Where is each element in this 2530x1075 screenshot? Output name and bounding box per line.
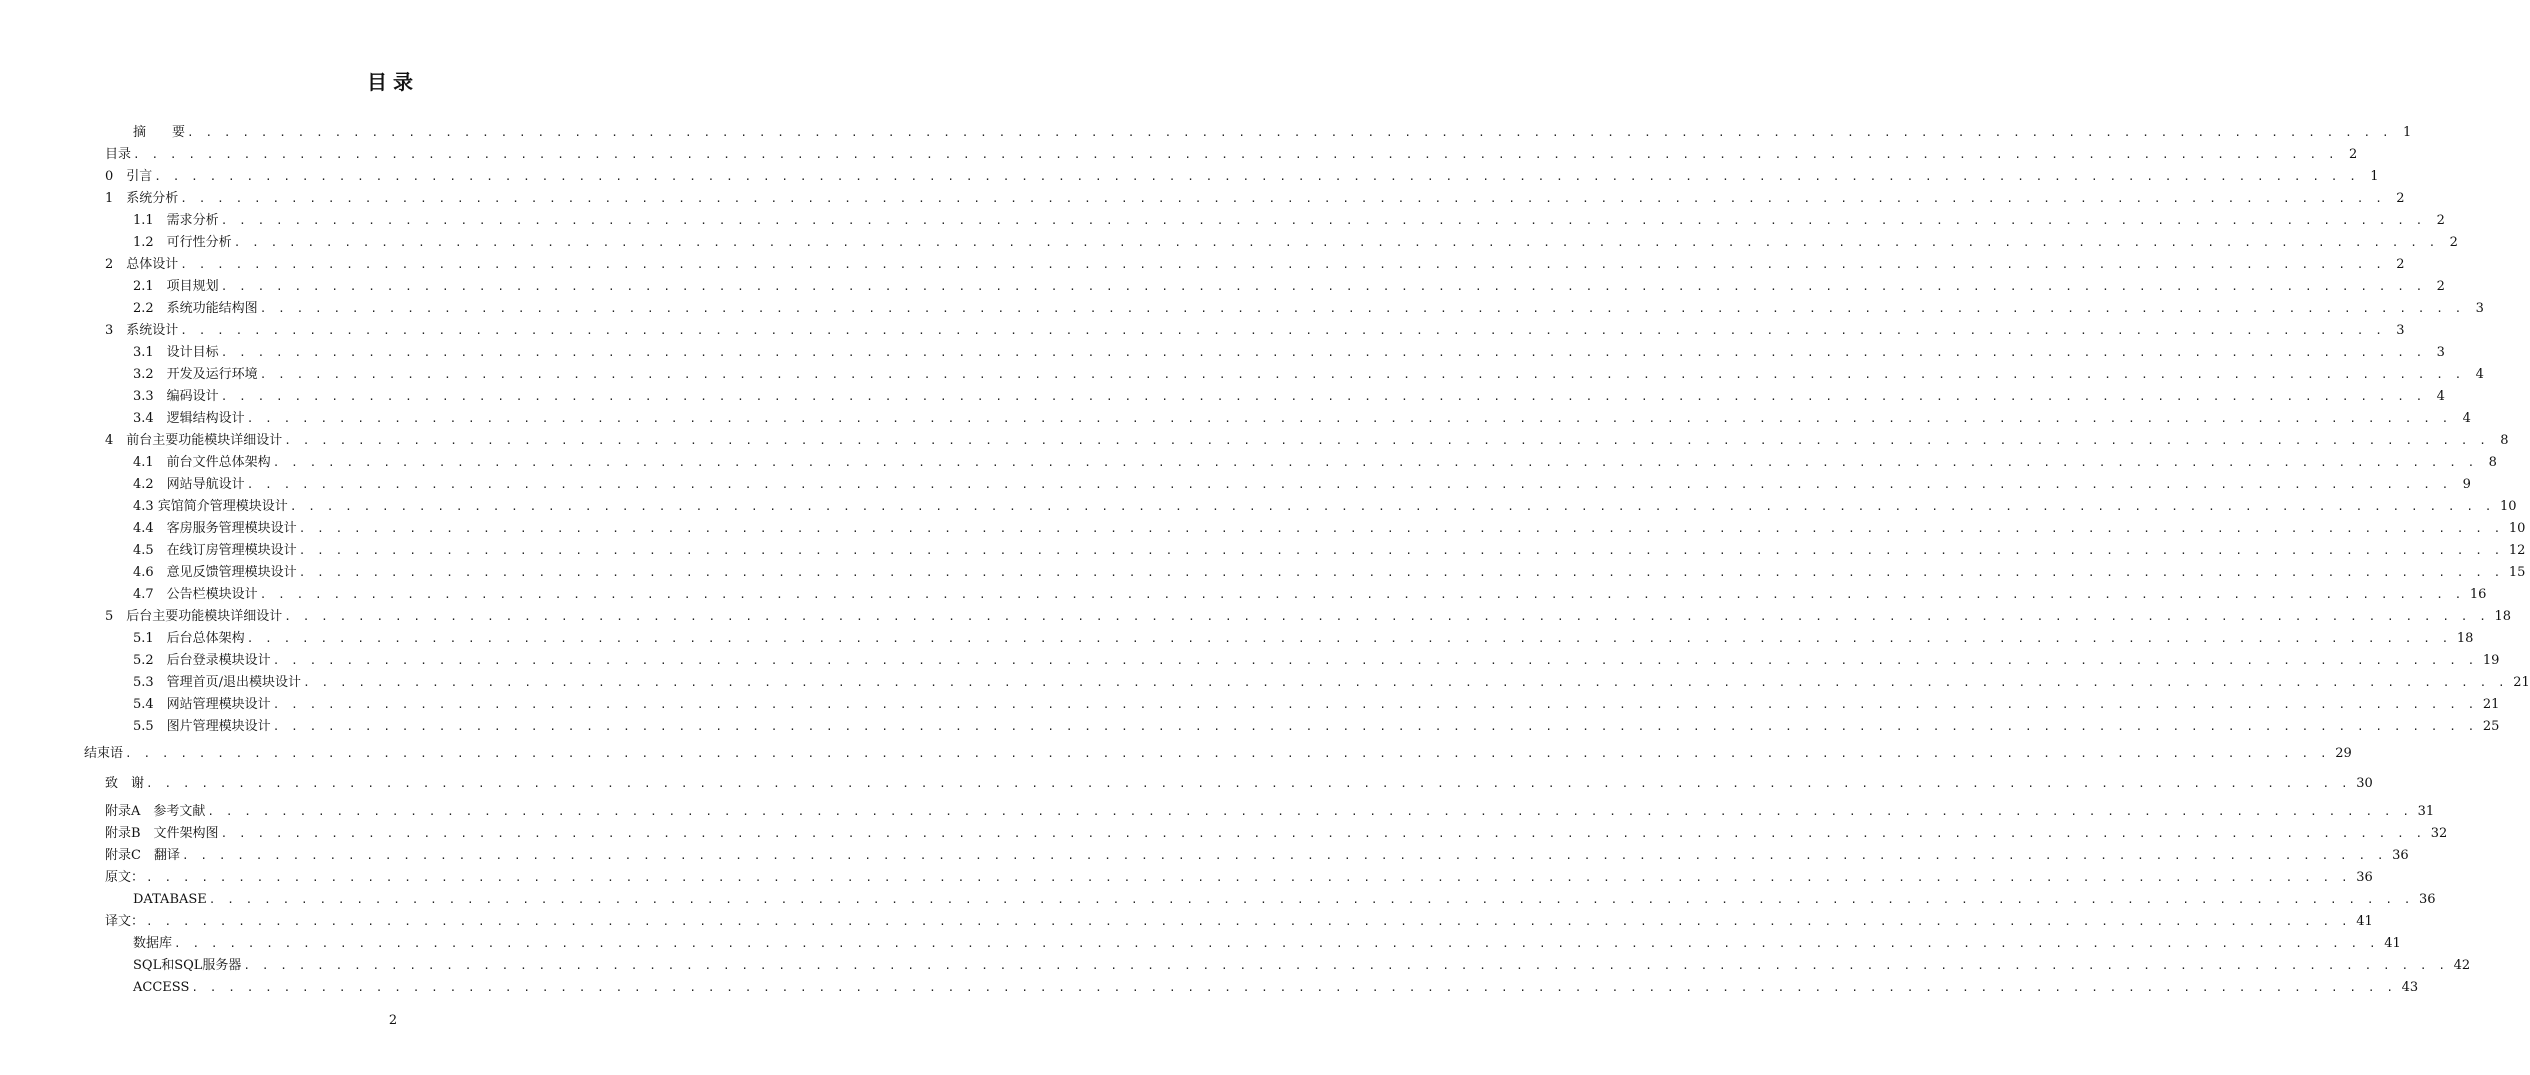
toc-entry-page: 29 xyxy=(2335,746,2352,761)
toc-leader-dots: . . . . . . . . . . . . . . . . . . . . . . . . . . . . . . . . . . . . . . . . . . . . . . . . . . . . . . . . . . . . . . . . . . . . . . . . . . . . . . . . . . . . . . . . . . . . . . . . . . . . . . . . . . . . . . . . . . . . . . . . xyxy=(246,412,2451,425)
toc-entry-label: 1.1 需求分析 xyxy=(133,213,219,228)
toc-entry[interactable] xyxy=(133,343,2445,363)
toc-entry[interactable] xyxy=(105,868,2373,888)
toc-entry[interactable] xyxy=(105,321,2405,341)
toc-leader-dots: . . . . . . . . . . . . . . . . . . . . . . . . . . . . . . . . . . . . . . . . . . . . . . . . . . . . . . . . . . . . . . . . . . . . . . . . . . . . . . . . . . . . . . . . . . . . . . . . . . . . . . . . . . . . . . . . . . . . . . . . xyxy=(259,588,2464,601)
toc-entry-label: 4.3 宾馆简介管理模块设计 xyxy=(133,499,288,514)
toc-entry-label: 4.4 客房服务管理模块设计 xyxy=(133,521,297,536)
toc-leader-dots: . . . . . . . . . . . . . . . . . . . . . . . . . . . . . . . . . . . . . . . . . . . . . . . . . . . . . . . . . . . . . . . . . . . . . . . . . . . . . . . . . . . . . . . . . . . . . . . . . . . . . . . . . . . . . . . . . . . . . . . . xyxy=(133,148,2338,161)
toc-entry[interactable] xyxy=(133,497,2517,517)
toc-entry[interactable] xyxy=(105,189,2405,209)
toc-leader-dots: . . . . . . . . . . . . . . . . . . . . . . . . . . . . . . . . . . . . . . . . . . . . . . . . . . . . . . . . . . . . . . . . . . . . . . . . . . . . . . . . . . . . . . . . . . . . . . . . . . . . . . . . . . . . . . . . . . . . . . . . xyxy=(298,566,2503,579)
toc-entry-label: 3 系统设计 xyxy=(105,323,179,338)
toc-leader-dots: . . . . . . . . . . . . . . . . . . . . . . . . . . . . . . . . . . . . . . . . . . . . . . . . . . . . . . . . . . . . . . . . . . . . . . . . . . . . . . . . . . . . . . . . . . . . . . . . . . . . . . . . . . . . . . . . . . . . . . . . xyxy=(220,214,2425,227)
toc-leader-dots: . . . . . . . . . . . . . . . . . . . . . . . . . . . . . . . . . . . . . . . . . . . . . . . . . . . . . . . . . . . . . . . . . . . . . . . . . . . . . . . . . . . . . . . . . . . . . . . . . . . . . . . . . . . . . . . . . . . . . . . . xyxy=(181,849,2387,862)
toc-entry[interactable] xyxy=(105,255,2405,275)
toc-entry-page: 32 xyxy=(2430,826,2448,841)
toc-leader-dots: . . . . . . . . . . . . . . . . . . . . . . . . . . . . . . . . . . . . . . . . . . . . . . . . . . . . . . . . . . . . . . . . . . . . . . . . . . . . . . . . . . . . . . . . . . . . . . . . . . . . . . . . . . . . . . . . . . . . . . . . xyxy=(146,871,2351,884)
toc-entry[interactable] xyxy=(133,453,2497,473)
toc-entry-label: 3.2 开发及运行环境 xyxy=(133,367,258,382)
toc-entry[interactable] xyxy=(133,956,2471,976)
toc-entry[interactable] xyxy=(133,585,2487,605)
toc-leader-dots: . . . . . . . . . . . . . . . . . . . . . . . . . . . . . . . . . . . . . . . . . . . . . . . . . . . . . . . . . . . . . . . . . . . . . . . . . . . . . . . . . . . . . . . . . . . . . . . . . . . . . . . . . . . . . . . . . . . . . . . . xyxy=(191,981,2396,994)
toc-leader-dots: . . . . . . . . . . . . . . . . . . . . . . . . . . . . . . . . . . . . . . . . . . . . . . . . . . . . . . . . . . . . . . . . . . . . . . . . . . . . . . . . . . . . . . . . . . . . . . . . . . . . . . . . . . . . . . . . . . . . . . . . xyxy=(187,126,2392,139)
toc-entry[interactable] xyxy=(133,563,2526,583)
toc-entry-page: 41 xyxy=(2356,914,2373,929)
toc-entry[interactable] xyxy=(133,651,2500,671)
toc-entry-label: 致 谢 xyxy=(105,776,145,791)
toc-entry[interactable] xyxy=(133,673,2530,693)
toc-entry-label: 5.1 后台总体架构 xyxy=(133,631,245,646)
toc-entry[interactable] xyxy=(105,846,2409,866)
toc-leader-dots: . . . . . . . . . . . . . . . . . . . . . . . . . . . . . . . . . . . . . . . . . . . . . . . . . . . . . . . . . . . . . . . . . . . . . . . . . . . . . . . . . . . . . . . . . . . . . . . . . . . . . . . . . . . . . . . . . . . . . . . . xyxy=(272,698,2477,711)
toc-leader-dots: . . . . . . . . . . . . . . . . . . . . . . . . . . . . . . . . . . . . . . . . . . . . . . . . . . . . . . . . . . . . . . . . . . . . . . . . . . . . . . . . . . . . . . . . . . . . . . . . . . . . . . . . . . . . . . . . . . . . . . . . xyxy=(146,777,2351,790)
toc-entry-label: 1.2 可行性分析 xyxy=(133,235,232,250)
toc-entry[interactable] xyxy=(133,233,2458,253)
toc-entry-label: 3.1 设计目标 xyxy=(133,345,219,360)
toc-entry-page: 4 xyxy=(2475,367,2484,382)
toc-entry-label: SQL和SQL服务器 xyxy=(133,958,242,973)
toc-entry-label: 5.2 后台登录模块设计 xyxy=(133,653,271,668)
toc-leader-dots: . . . . . . . . . . . . . . . . . . . . . . . . . . . . . . . . . . . . . . . . . . . . . . . . . . . . . . . . . . . . . . . . . . . . . . . . . . . . . . . . . . . . . . . . . . . . . . . . . . . . . . . . . . . . . . . . . . . . . . . . xyxy=(259,368,2464,381)
toc-entry[interactable] xyxy=(105,607,2512,627)
toc-leader-dots: . . . . . . . . . . . . . . . . . . . . . . . . . . . . . . . . . . . . . . . . . . . . . . . . . . . . . . . . . . . . . . . . . . . . . . . . . . . . . . . . . . . . . . . . . . . . . . . . . . . . . . . . . . . . . . . . . . . . . . . . xyxy=(298,522,2503,535)
toc-entry-page: 36 xyxy=(2419,892,2436,907)
toc-entry[interactable] xyxy=(133,299,2484,319)
toc-entry-label: 附录A 参考文献 xyxy=(105,804,206,819)
toc-entry-page: 31 xyxy=(2417,804,2435,819)
toc-entry-label: 目录 xyxy=(105,147,132,162)
toc-entry[interactable] xyxy=(133,123,2412,143)
toc-entry-label: 附录B 文件架构图 xyxy=(105,826,219,841)
toc-leader-dots: . . . . . . . . . . . . . . . . . . . . . . . . . . . . . . . . . . . . . . . . . . . . . . . . . . . . . . . . . . . . . . . . . . . . . . . . . . . . . . . . . . . . . . . . . . . . . . . . . . . . . . . . . . . . . . . . . . . . . . . . xyxy=(272,654,2477,667)
toc-entry-label: 附录C 翻译 xyxy=(105,848,180,863)
toc-entry-page: 41 xyxy=(2384,936,2401,951)
toc-entry-label: 4.1 前台文件总体架构 xyxy=(133,455,271,470)
toc-entry-page: 25 xyxy=(2482,719,2500,734)
toc-entry[interactable] xyxy=(105,167,2379,187)
toc-leader-dots: . . . . . . . . . . . . . . . . . . . . . . . . . . . . . . . . . . . . . . . . . . . . . . . . . . . . . . . . . . . . . . . . . . . . . . . . . . . . . . . . . . . . . . . . . . . . . . . . . . . . . . . . . . . . . . . . . . . . . . . . xyxy=(180,324,2385,337)
toc-entry-page: 18 xyxy=(2494,609,2512,624)
toc-entry[interactable] xyxy=(133,978,2419,998)
toc-entry[interactable] xyxy=(84,744,2352,764)
toc-entry-label: 1 系统分析 xyxy=(105,191,179,206)
toc-entry-page: 1 xyxy=(2402,125,2412,140)
toc-entry-label: 摘 要 xyxy=(133,125,186,140)
toc-entry-page: 21 xyxy=(2482,697,2500,712)
toc-leader-dots: . . . . . . . . . . . . . . . . . . . . . . . . . . . . . . . . . . . . . . . . . . . . . . . . . . . . . . . . . . . . . . . . . . . . . . . . . . . . . . . . . . . . . . . . . . . . . . . . . . . . . . . . . . . . . . . . . . . . . . . . xyxy=(284,610,2489,623)
toc-leader-dots: . . . . . . . . . . . . . . . . . . . . . . . . . . . . . . . . . . . . . . . . . . . . . . . . . . . . . . . . . . . . . . . . . . . . . . . . . . . . . . . . . . . . . . . . . . . . . . . . . . . . . . . . . . . . . . . . . . . . . . . . xyxy=(289,500,2495,513)
toc-leader-dots: . . . . . . . . . . . . . . . . . . . . . . . . . . . . . . . . . . . . . . . . . . . . . . . . . . . . . . . . . . . . . . . . . . . . . . . . . . . . . . . . . . . . . . . . . . . . . . . . . . . . . . . . . . . . . . . . . . . . . . . . xyxy=(284,434,2489,447)
toc-entry[interactable] xyxy=(105,774,2373,794)
toc-entry-page: 3 xyxy=(2396,323,2405,338)
toc-entry-label: 4.6 意见反馈管理模块设计 xyxy=(133,565,297,580)
toc-entry-label: 数据库 xyxy=(133,936,173,951)
toc-entry-page: 10 xyxy=(2508,521,2526,536)
toc-entry-label: 2.2 系统功能结构图 xyxy=(133,301,258,316)
toc-entry-page: 18 xyxy=(2456,631,2474,646)
toc-entry-page: 21 xyxy=(2513,675,2530,690)
toc-entry[interactable] xyxy=(133,409,2471,429)
toc-entry-page: 8 xyxy=(2500,433,2509,448)
toc-entry-label: 3.3 编码设计 xyxy=(133,389,219,404)
toc-entry-label: 原文： xyxy=(105,870,145,885)
toc-entry[interactable] xyxy=(105,824,2448,844)
toc-entry-page: 43 xyxy=(2401,980,2419,995)
toc-entry[interactable] xyxy=(133,211,2445,231)
toc-entry-page: 2 xyxy=(2348,147,2358,162)
toc-entry-label: 5.3 管理首页/退出模块设计 xyxy=(133,675,302,690)
toc-entry[interactable] xyxy=(133,475,2471,495)
toc-entry-label: 4.7 公告栏模块设计 xyxy=(133,587,258,602)
toc-entry[interactable] xyxy=(133,890,2436,910)
toc-entry-page: 8 xyxy=(2488,455,2497,470)
toc-entry[interactable] xyxy=(133,387,2445,407)
toc-leader-dots: . . . . . . . . . . . . . . . . . . . . . . . . . . . . . . . . . . . . . . . . . . . . . . . . . . . . . . . . . . . . . . . . . . . . . . . . . . . . . . . . . . . . . . . . . . . . . . . . . . . . . . . . . . . . . . . . . . . . . . . . xyxy=(146,915,2351,928)
toc-leader-dots: . . . . . . . . . . . . . . . . . . . . . . . . . . . . . . . . . . . . . . . . . . . . . . . . . . . . . . . . . . . . . . . . . . . . . . . . . . . . . . . . . . . . . . . . . . . . . . . . . . . . . . . . . . . . . . . . . . . . . . . . xyxy=(220,346,2425,359)
toc-entry-page: 9 xyxy=(2462,477,2471,492)
toc-leader-dots: . . . . . . . . . . . . . . . . . . . . . . . . . . . . . . . . . . . . . . . . . . . . . . . . . . . . . . . . . . . . . . . . . . . . . . . . . . . . . . . . . . . . . . . . . . . . . . . . . . . . . . . . . . . . . . . . . . . . . . . . xyxy=(174,937,2379,950)
toc-entry-page: 15 xyxy=(2508,565,2526,580)
toc-leader-dots: . . . . . . . . . . . . . . . . . . . . . . . . . . . . . . . . . . . . . . . . . . . . . . . . . . . . . . . . . . . . . . . . . . . . . . . . . . . . . . . . . . . . . . . . . . . . . . . . . . . . . . . . . . . . . . . . . . . . . . . . xyxy=(243,959,2448,972)
toc-entry-page: 3 xyxy=(2475,301,2484,316)
toc-entry-label: 5.5 图片管理模块设计 xyxy=(133,719,271,734)
toc-entry-page: 2 xyxy=(2396,191,2405,206)
toc-entry[interactable] xyxy=(133,717,2500,737)
toc-entry[interactable] xyxy=(133,365,2484,385)
toc-entry[interactable] xyxy=(105,912,2373,932)
toc-entry-label: 2 总体设计 xyxy=(105,257,179,272)
toc-leader-dots: . . . . . . . . . . . . . . . . . . . . . . . . . . . . . . . . . . . . . . . . . . . . . . . . . . . . . . . . . . . . . . . . . . . . . . . . . . . . . . . . . . . . . . . . . . . . . . . . . . . . . . . . . . . . . . . . . . . . . . . . xyxy=(180,258,2385,271)
toc-entry-label: 4.5 在线订房管理模块设计 xyxy=(133,543,297,558)
toc-leader-dots: . . . . . . . . . . . . . . . . . . . . . . . . . . . . . . . . . . . . . . . . . . . . . . . . . . . . . . . . . . . . . . . . . . . . . . . . . . . . . . . . . . . . . . . . . . . . . . . . . . . . . . . . . . . . . . . . . . . . . . . . xyxy=(180,192,2385,205)
toc-entry-page: 10 xyxy=(2500,499,2517,514)
toc-entry-label: 3.4 逻辑结构设计 xyxy=(133,411,245,426)
toc-entry-label: 5.4 网站管理模块设计 xyxy=(133,697,271,712)
toc-leader-dots: . . . . . . . . . . . . . . . . . . . . . . . . . . . . . . . . . . . . . . . . . . . . . . . . . . . . . . . . . . . . . . . . . . . . . . . . . . . . . . . . . . . . . . . . . . . . . . . . . . . . . . . . . . . . . . . . . . . . . . . . xyxy=(272,720,2477,733)
toc-entry[interactable] xyxy=(133,934,2401,954)
toc-leader-dots: . . . . . . . . . . . . . . . . . . . . . . . . . . . . . . . . . . . . . . . . . . . . . . . . . . . . . . . . . . . . . . . . . . . . . . . . . . . . . . . . . . . . . . . . . . . . . . . . . . . . . . . . . . . . . . . . . . . . . . . . xyxy=(208,893,2413,906)
toc-entry-label: DATABASE xyxy=(133,892,207,907)
toc-leader-dots: . . . . . . . . . . . . . . . . . . . . . . . . . . . . . . . . . . . . . . . . . . . . . . . . . . . . . . . . . . . . . . . . . . . . . . . . . . . . . . . . . . . . . . . . . . . . . . . . . . . . . . . . . . . . . . . . . . . . . . . . xyxy=(246,478,2451,491)
toc-entry-page: 30 xyxy=(2356,776,2373,791)
toc-entry-page: 42 xyxy=(2453,958,2471,973)
toc-entry-page: 3 xyxy=(2436,345,2445,360)
toc-entry-page: 1 xyxy=(2370,169,2379,184)
toc-entry-page: 19 xyxy=(2482,653,2500,668)
toc-leader-dots: . . . . . . . . . . . . . . . . . . . . . . . . . . . . . . . . . . . . . . . . . . . . . . . . . . . . . . . . . . . . . . . . . . . . . . . . . . . . . . . . . . . . . . . . . . . . . . . . . . . . . . . . . . . . . . . . . . . . . . . . xyxy=(233,236,2438,249)
toc-entry-label: 5 后台主要功能模块详细设计 xyxy=(105,609,283,624)
toc-entry[interactable] xyxy=(133,629,2474,649)
toc-entry-page: 4 xyxy=(2436,389,2445,404)
toc-entry-page: 2 xyxy=(2436,279,2445,294)
toc-entry-page: 36 xyxy=(2356,870,2373,885)
toc-leader-dots: . . . . . . . . . . . . . . . . . . . . . . . . . . . . . . . . . . . . . . . . . . . . . . . . . . . . . . . . . . . . . . . . . . . . . . . . . . . . . . . . . . . . . . . . . . . . . . . . . . . . . . . . . . . . . . . . . . . . . . . . xyxy=(259,302,2464,315)
toc-entry[interactable] xyxy=(133,277,2445,297)
toc-leader-dots: . . . . . . . . . . . . . . . . . . . . . . . . . . . . . . . . . . . . . . . . . . . . . . . . . . . . . . . . . . . . . . . . . . . . . . . . . . . . . . . . . . . . . . . . . . . . . . . . . . . . . . . . . . . . . . . . . . . . . . . . xyxy=(125,747,2330,760)
toc-leader-dots: . . . . . . . . . . . . . . . . . . . . . . . . . . . . . . . . . . . . . . . . . . . . . . . . . . . . . . . . . . . . . . . . . . . . . . . . . . . . . . . . . . . . . . . . . . . . . . . . . . . . . . . . . . . . . . . . . . . . . . . . xyxy=(220,390,2425,403)
toc-leader-dots: . . . . . . . . . . . . . . . . . . . . . . . . . . . . . . . . . . . . . . . . . . . . . . . . . . . . . . . . . . . . . . . . . . . . . . . . . . . . . . . . . . . . . . . . . . . . . . . . . . . . . . . . . . . . . . . . . . . . . . . . xyxy=(272,456,2477,469)
toc-entry-label: 结束语 xyxy=(84,746,124,761)
toc-entry[interactable] xyxy=(133,519,2526,539)
toc-leader-dots: . . . . . . . . . . . . . . . . . . . . . . . . . . . . . . . . . . . . . . . . . . . . . . . . . . . . . . . . . . . . . . . . . . . . . . . . . . . . . . . . . . . . . . . . . . . . . . . . . . . . . . . . . . . . . . . . . . . . . . . . xyxy=(298,544,2503,557)
toc-entry-label: 2.1 项目规划 xyxy=(133,279,219,294)
toc-leader-dots: . . . . . . . . . . . . . . . . . . . . . . . . . . . . . . . . . . . . . . . . . . . . . . . . . . . . . . . . . . . . . . . . . . . . . . . . . . . . . . . . . . . . . . . . . . . . . . . . . . . . . . . . . . . . . . . . . . . . . . . . xyxy=(220,827,2425,840)
page-number: 2 xyxy=(388,1013,398,1028)
toc-entry[interactable] xyxy=(133,695,2500,715)
toc-entry-label: 4.2 网站导航设计 xyxy=(133,477,245,492)
toc-entry[interactable] xyxy=(105,431,2509,451)
toc-entry-label: 0 引言 xyxy=(105,169,153,184)
toc-entry-label: 译文： xyxy=(105,914,145,929)
toc-entry-page: 12 xyxy=(2508,543,2526,558)
toc-leader-dots: . . . . . . . . . . . . . . . . . . . . . . . . . . . . . . . . . . . . . . . . . . . . . . . . . . . . . . . . . . . . . . . . . . . . . . . . . . . . . . . . . . . . . . . . . . . . . . . . . . . . . . . . . . . . . . . . . . . . . . . . xyxy=(207,805,2412,818)
toc-entry-label: 4 前台主要功能模块详细设计 xyxy=(105,433,283,448)
toc-entry-page: 16 xyxy=(2469,587,2487,602)
toc-leader-dots: . . . . . . . . . . . . . . . . . . . . . . . . . . . . . . . . . . . . . . . . . . . . . . . . . . . . . . . . . . . . . . . . . . . . . . . . . . . . . . . . . . . . . . . . . . . . . . . . . . . . . . . . . . . . . . . . . . . . . . . . xyxy=(246,632,2451,645)
toc-entry[interactable] xyxy=(105,802,2435,822)
toc-entry-page: 4 xyxy=(2462,411,2471,426)
toc-entry-page: 2 xyxy=(2396,257,2405,272)
toc-leader-dots: . . . . . . . . . . . . . . . . . . . . . . . . . . . . . . . . . . . . . . . . . . . . . . . . . . . . . . . . . . . . . . . . . . . . . . . . . . . . . . . . . . . . . . . . . . . . . . . . . . . . . . . . . . . . . . . . . . . . . . . . xyxy=(303,676,2508,689)
table-of-contents xyxy=(0,120,2530,1020)
toc-leader-dots: . . . . . . . . . . . . . . . . . . . . . . . . . . . . . . . . . . . . . . . . . . . . . . . . . . . . . . . . . . . . . . . . . . . . . . . . . . . . . . . . . . . . . . . . . . . . . . . . . . . . . . . . . . . . . . . . . . . . . . . . xyxy=(220,280,2425,293)
page-title: 目录 xyxy=(367,70,419,94)
toc-entry-page: 2 xyxy=(2449,235,2458,250)
toc-entry[interactable] xyxy=(105,145,2358,165)
toc-entry-page: 36 xyxy=(2392,848,2409,863)
toc-leader-dots: . . . . . . . . . . . . . . . . . . . . . . . . . . . . . . . . . . . . . . . . . . . . . . . . . . . . . . . . . . . . . . . . . . . . . . . . . . . . . . . . . . . . . . . . . . . . . . . . . . . . . . . . . . . . . . . . . . . . . . . . xyxy=(154,170,2359,183)
toc-entry-page: 2 xyxy=(2436,213,2445,228)
toc-entry[interactable] xyxy=(133,541,2526,561)
toc-entry-label: ACCESS xyxy=(133,980,190,995)
